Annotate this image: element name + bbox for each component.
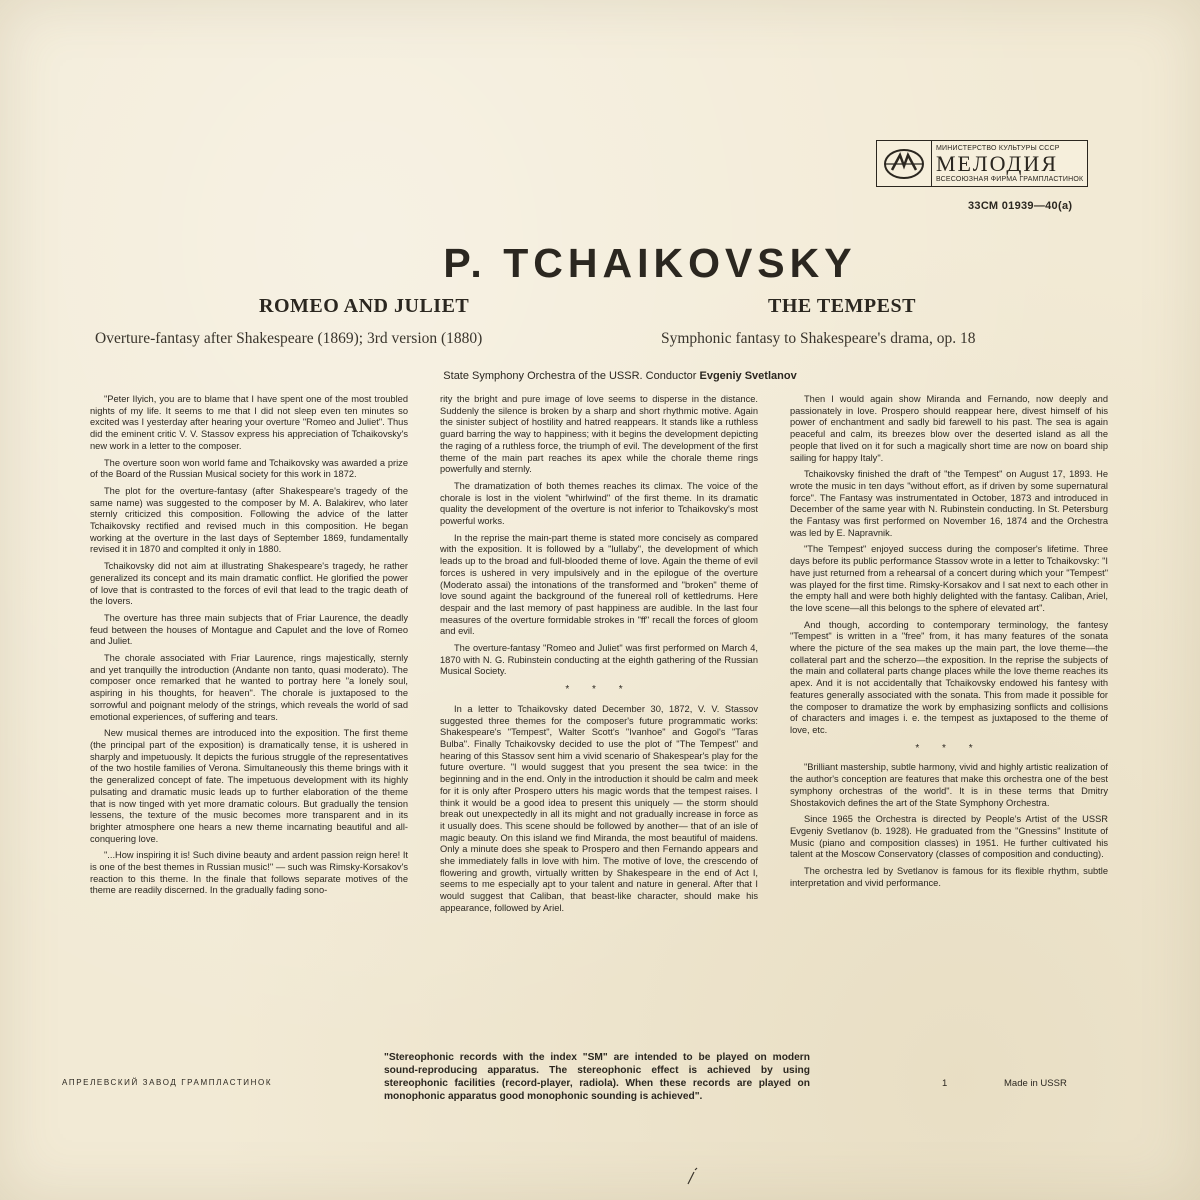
section-separator: * * * — [915, 742, 983, 754]
catalog-number: 33СМ 01939—40(а) — [968, 200, 1073, 212]
stereo-notice: "Stereophonic records with the index "SM" are intended to be played on modern sound-reproducing apparatus. The stereophonic effect is achieved by using stereophonic facilities (record-player, radiola). When these records are played on monophonic apparatus good monophonic sounding is achieved". — [384, 1052, 810, 1102]
paragraph: And though, according to contemporary terminology, the fantesy "Tempest" is written in a "free" from, it has many features of the sonata where the picture of the sea makes up the main part, the love theme—the collateral part and the scherzo—the exposition. In the reprise the subjects of the main and collateral parts change places while the love theme reaches its apex. And it is not accidentally that Tchaikovsky endowed his fantesy with features generally associated with the sonata. This from made it possible for the composer to dramatize the work by emphasizing sonflicts and collisions of characters and images i. e. the tempest as juxtaposed to the theme of love, etc. — [790, 619, 1108, 735]
paragraph: "Peter Ilyich, you are to blame that I have spent one of the most troubled nights of my life. It seems to me that I did not sleep even ten minutes so excited was I yesterday after hearing your overture "Romeo and Juliet". Thus did the eminent critic V. V. Stassov express his appreciation of Tchaikovsky's new work in a letter to the composer. — [90, 394, 408, 451]
paragraph: The dramatization of both themes reaches its climax. The voice of the chorale is lost in the violent "whirlwind" of the first theme. In its dramatic quality the development of the overture is not inferior to Tchaikovsky's most powerful works. — [440, 480, 758, 527]
text-column-1 — [90, 394, 408, 902]
paragraph: "The Tempest" enjoyed success during the composer's lifetime. Three days before its public performance Stassov wrote in a letter to Tchaikovsky: "I have just returned from a rehearsal of a concert during which your "Tempest" was played for the first time. Rimsky-Korsakov and I sat next to each other in the empty hall and were both highly delighted with the fantasy. Caliban, Ariel, the love scene—all this belongs to the sphere of elevated art". — [790, 544, 1108, 613]
melodiya-logo-icon — [877, 141, 932, 186]
label-ministry: МИНИСТЕРСТВО КУЛЬТУРЫ СССР — [936, 144, 1060, 152]
paragraph: Tchaikovsky did not aim at illustrating Shakespeare's tragedy, he rather generalized its concept and its main dramatic conflict. He glorified the power of love that is contrasted to the forces of evil that lead to the tragic death of the lovers. — [90, 561, 408, 607]
paragraph: Since 1965 the Orchestra is directed by People's Artist of the USSR Evgeniy Svetlanov (b. 1928). He graduated from the "Gnessins" Institute of Music (piano and composition classes) in 1951. He further cultivated his talent at the Moscow Conservatory (classes of composition and conducting). — [790, 814, 1108, 860]
work-subtitle-romeo: Overture-fantasy after Shakespeare (1869); 3rd version (1880) — [95, 330, 483, 347]
text-column-3 — [790, 394, 1108, 894]
scratch-mark — [684, 1166, 714, 1186]
paragraph: New musical themes are introduced into the exposition. The first theme (the principal part of the exposition) is dramatically tense, it is ushered in sharply and impetuously. It depicts the furious struggle of the representatives of the two hostile families of Verona. Simultaneously this theme brings with it the generalized concept of fate. The impetuous development with its highly pulsating and dramatic music leads up to further elaboration of the theme that is now tinged with yet more dramatic colours. But gradually the tension lessens, the texture of the music becomes more transparent and in its brighter atmosphere one hears a new theme incarnating beautiful and all-conquering love. — [90, 728, 408, 844]
paragraph: rity the bright and pure image of love seems to disperse in the distance. Suddenly the silence is broken by a sharp and short rhythmic motive. Again the sinister subject of hostility and hatred reappears. It stands like a ruthless guard barring the way to happiness; with it begins the development depicting the raging of a ruthless force, the triumph of evil. The development of the first theme of the main part reaches its apex while the chorale theme rings powerfully and sternly. — [440, 394, 758, 475]
paragraph: The orchestra led by Svetlanov is famous for its flexible rhythm, subtle interpretation and vivid performance. — [790, 866, 1108, 888]
paragraph: The plot for the overture-fantasy (after Shakespeare's tragedy of the same name) was suggested to the composer by M. A. Balakirev, who later sternly criticized this composition. Following the advice of the latter Tchaikovsky rectified and revised much in this composition. He began working at the overture in the last days of September 1869, fundamentally revised it in 1870 and complted it only in 1880. — [90, 485, 408, 555]
work-title-romeo: ROMEO AND JULIET — [259, 295, 470, 317]
text-column-2 — [440, 394, 758, 920]
label-firm: ВСЕСОЮЗНАЯ ФИРМА ГРАМПЛАСТИНОК — [936, 175, 1084, 183]
label-brand: МЕЛОДИЯ — [936, 150, 1058, 176]
paragraph: Then I would again show Miranda and Fernando, now deeply and passionately in love. Prospero should reappear here, divest himself of his power of enchantment and sadly bid farewell to his past. The sea is again peaceful and calm, its breezes blow over the deserted island as all the people that lived on it for such a magically short time are now on board ship sailing for happy Italy". — [790, 394, 1108, 463]
melodiya-label — [876, 140, 1088, 187]
paragraph: The overture-fantasy "Romeo and Juliet" was first performed on March 4, 1870 with N. G. Rubinstein conducting at the eighth gathering of the Russian Musical Society. — [440, 643, 758, 677]
paragraph: The overture soon won world fame and Tchaikovsky was awarded a prize of the Board of the Russian Musical society for this work in 1872. — [90, 457, 408, 480]
paragraph: The chorale associated with Friar Laurence, rings majestically, sternly and yet tranquilly the introduction (Andante non tanto, quasi moderato). The composer once remarked that he wanted to portray here "a lonely soul, aspiring in his thoughts, for heaven". The chorale is juxtaposed to the sorrowful and poignant melody of the strings, which reveals the world of sad emotional experiences, of suffering and tears. — [90, 653, 408, 722]
paragraph: Tchaikovsky finished the draft of "the Tempest" on August 17, 1893. He wrote the music in ten days "without effort, as if driven by some supernatural force". The Fantasy was instrumentated in October, 1873 and introduced in December of the same year with N. Rubinstein conducting. In St. Petersburg the Fantasy was first performed on November 16, 1874 and the Orchestra was led by E. Napravnik. — [790, 469, 1108, 538]
composer-title: P. TCHAIKOVSKY — [443, 240, 857, 286]
work-subtitle-tempest: Symphonic fantasy to Shakespeare's drama, op. 18 — [661, 330, 976, 347]
conductor-name: Evgeniy Svetlanov — [699, 370, 797, 382]
paragraph: The overture has three main subjects that of Friar Laurence, the deadly feud between the houses of Montague and Capulet and the love of Romeo and Juliet. — [90, 612, 408, 647]
work-title-tempest: THE TEMPEST — [768, 295, 916, 317]
paragraph: "...How inspiring it is! Such divine beauty and ardent passion reign here! It is one of the best themes in Russian music!" — such was Rimsky-Korsakov's reaction to this theme. In the finale that follows separate motives of the theme are readily discerned. In the gradually fading sono- — [90, 850, 408, 896]
paragraph: In the reprise the main-part theme is stated more concisely as compared with the exposition. It is followed by a "lullaby", the development of which leads up to the broad and full-blooded theme of love. Again the theme of evil forces is ushered in very impulsively and in the epilogue of the overture (Moderato assai) the intonations of the transformed and "broken" theme of love sound againt the background of the funereal roll of kettledrums. Here despair and the last memory of past happiness are audible. In the last four measures of the overture formidable strokes in "ff" recall the forces of gloom and evil. — [440, 532, 758, 637]
paragraph: "Brilliant mastership, subtle harmony, vivid and highly artistic realization of the author's conception are features that make this orchestra one of the best symphony orchestras of the world". It is in these terms that Dmitry Shostakovich defines the art of the State Symphony Orchestra. — [790, 762, 1108, 808]
orchestra-credit — [0, 370, 1200, 382]
sleeve-number: 1 — [942, 1078, 948, 1089]
paragraph: In a letter to Tchaikovsky dated December 30, 1872, V. V. Stassov suggested three themes for the composer's future programmatic works: Shakespeare's "Tempest", Walter Scott's "Ivanhoe" and Gogol's "Taras Bulba". Finally Tchaikovsky decided to use the plot of "The Tempest" and hearing of this Stassov sent him a vivid scenario of Shakespear's play for the future overture. "I would suggest that you present the sea twice: in the beginning and in the end. Only in the introduction it should be calm and meek for it is only after Prospero utters his magic words that the tempest raises. I think it would be a good idea to present this uniquely — the storm should break out unexpectedly in all its might and not gradually increase in force as it usually does. This scene should be followed by another— that of an isle of magic beauty. On this island we find Miranda, the most beautiful of maidens. Only a minute does she speak to Prospero and then Fernando appears and she immediately falls in love with him. The motive of love, the crescendo of flowering and growth, virtually written by Shakespeare in the end of Act I, seems to me especially apt to your talent and nature in general. After that I would suggest that Caliban, that beast-like character, should make his appearance, followed by Ariel. — [440, 703, 758, 913]
made-in-label: Made in USSR — [1004, 1078, 1067, 1089]
plant-name: АПРЕЛЕВСКИЙ ЗАВОД ГРАМПЛАСТИНОК — [62, 1078, 273, 1087]
orchestra-name: State Symphony Orchestra of the USSR. Conductor — [443, 370, 700, 382]
section-separator: * * * — [565, 684, 633, 696]
